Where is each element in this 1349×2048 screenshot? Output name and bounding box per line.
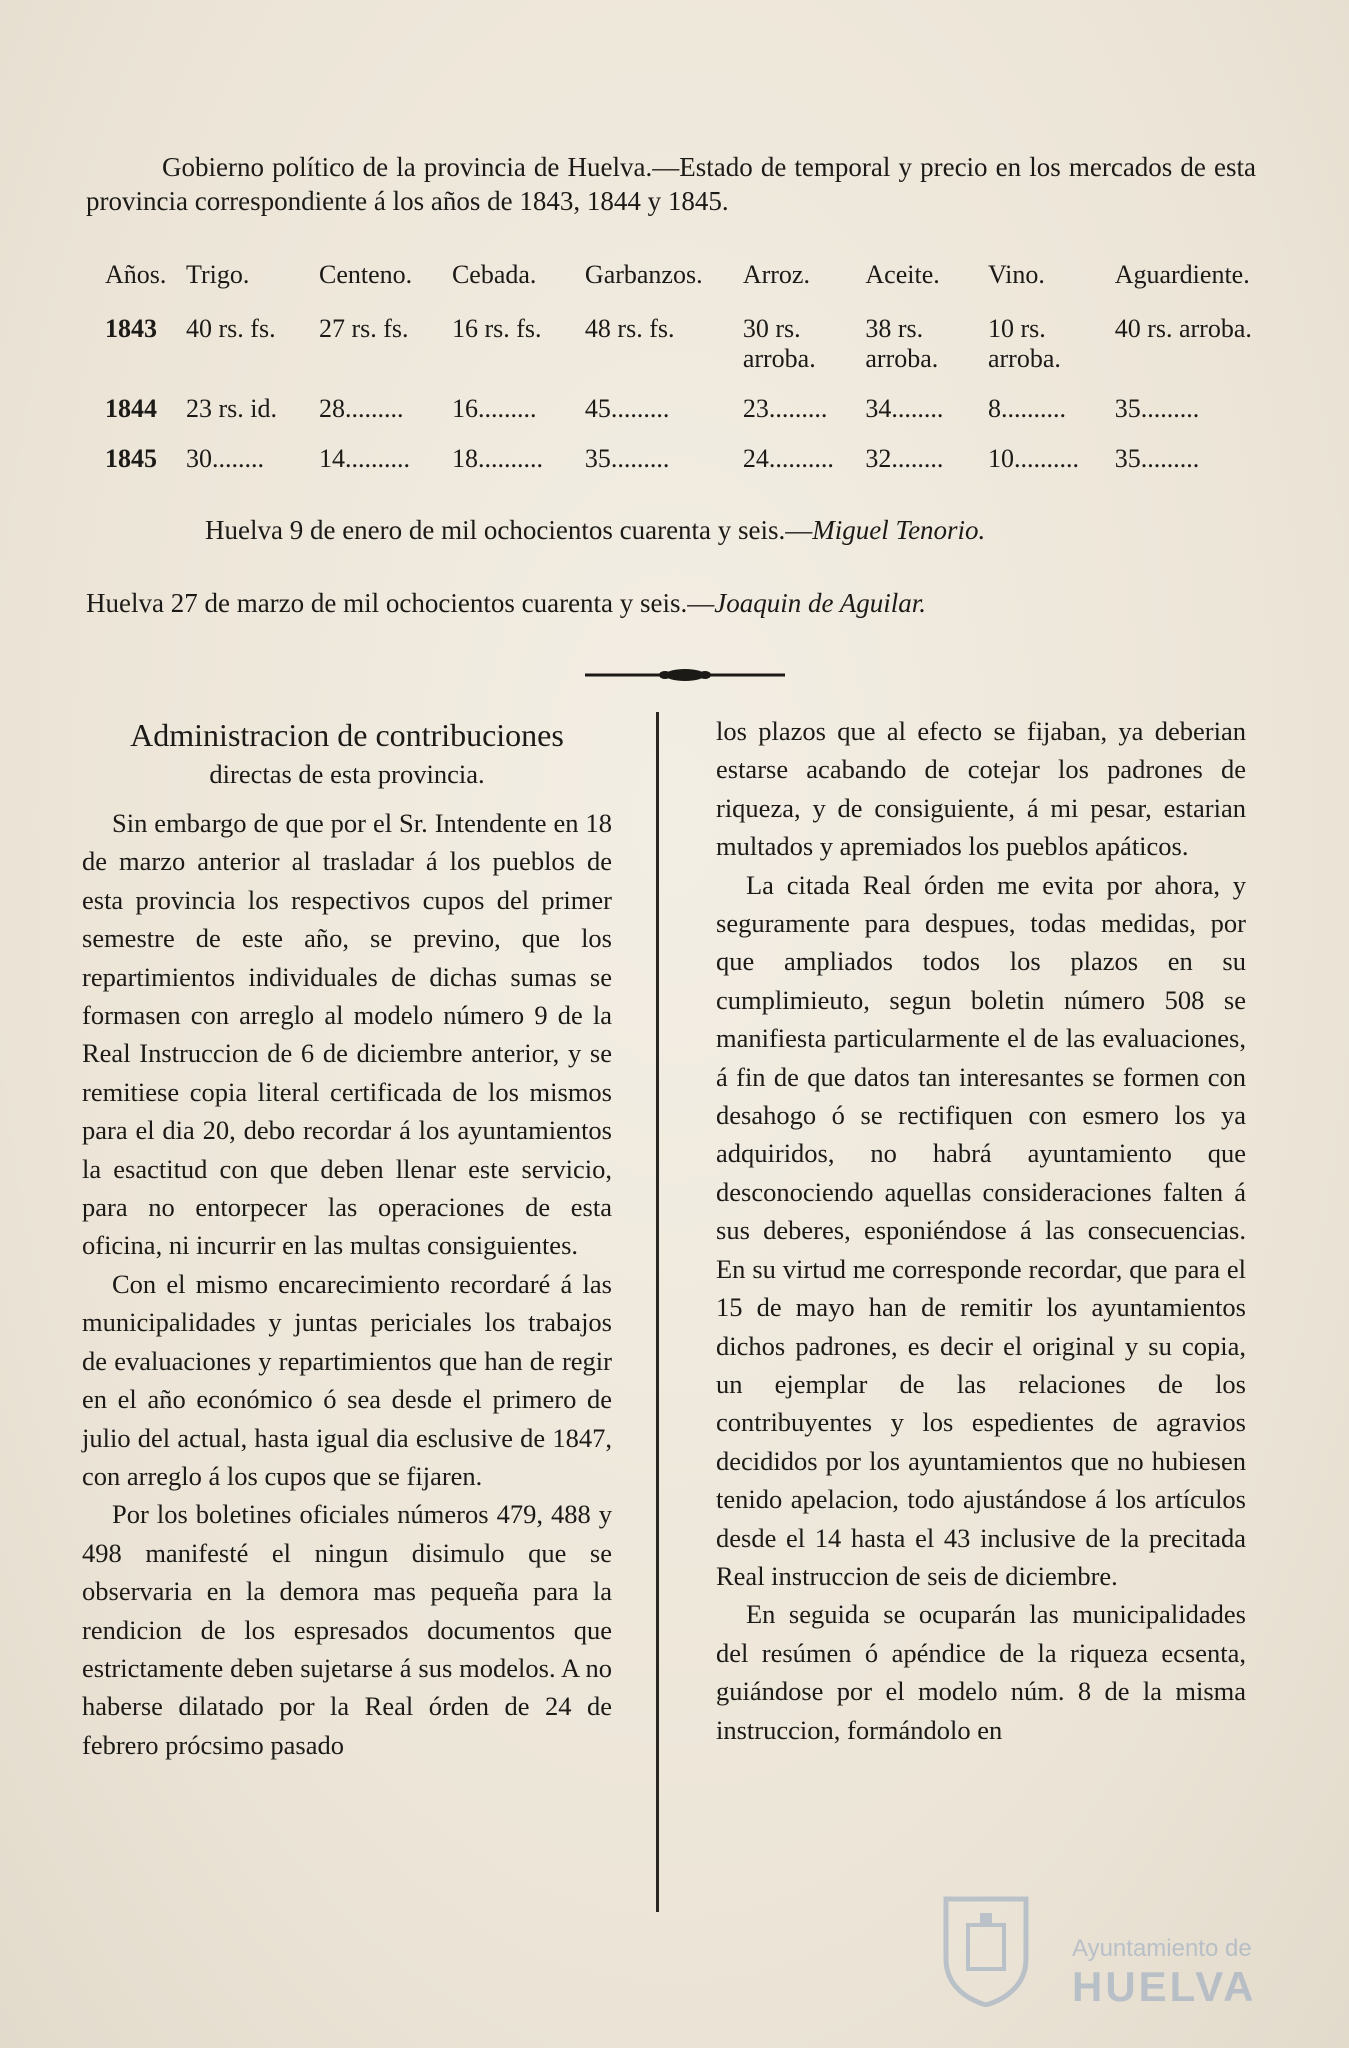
report-heading: Gobierno político de la provincia de Huelva.—Estado de temporal y precio en los mercados de esta provincia correspondiente á los años de 1843, 1844 y 1845. (86, 152, 1256, 216)
table-cell: 34........ (865, 394, 944, 423)
table-header-row (105, 260, 1255, 304)
city-shield-icon (940, 1895, 1032, 2007)
column-header: Garbanzos. (584, 260, 703, 289)
table-cell: 40 rs. arroba. (1114, 314, 1252, 343)
right-column (716, 712, 1246, 1749)
table-cell: 10 rs. arroba. (987, 314, 1061, 373)
signatory-name: Miguel Tenorio. (812, 515, 986, 545)
column-header: Años. (105, 260, 167, 289)
paragraph: los plazos que al efecto se fijaban, ya deberian estarse acabando de cotejar los padrones de riqueza, y de consiguiente, á mi pesar, estarian multados y apremiados los pueblos apáticos. (716, 716, 1246, 862)
table-cell: 27 rs. fs. (318, 314, 409, 343)
watermark (940, 1895, 1270, 2015)
table-cell: 35......... (1114, 444, 1200, 473)
table-row (105, 304, 1255, 384)
column-header: Arroz. (742, 260, 810, 289)
signature-text: Huelva 27 de marzo de mil ochocientos cuarenta y seis.— (86, 588, 715, 618)
table-cell: 10.......... (987, 444, 1079, 473)
price-table (105, 260, 1255, 484)
table-cell: 23......... (742, 394, 828, 423)
paragraph: Con el mismo encarecimiento recordaré á las municipalidades y juntas periciales los trabajos de evaluaciones y repartimientos que han de regir en el año económico ó sea desde el primero de julio del actual, hasta igual dia esclusive de 1847, con arreglo á los cupos que se fijaren. (82, 1268, 612, 1491)
table-cell: 35......... (1114, 394, 1200, 423)
table-cell: 18.......... (451, 444, 543, 473)
table-cell: 1844 (105, 394, 157, 423)
column-header: Cebada. (451, 260, 537, 289)
column-header: Centeno. (318, 260, 413, 289)
paragraph: Sin embargo de que por el Sr. Intendente en 18 de marzo anterior al trasladar á los pueblos de esta provincia los respectivos cupos del primer semestre de este año, se previno, que los repartimientos individuales de dichas sumas se formasen con arreglo al modelo número 9 de la Real Instruccion de 6 de diciembre anterior, y se remitiese copia literal certificada de los mismos para el dia 20, debo recordar á los ayuntamientos la esactitud con que deben llenar este servicio, para no entorpecer las operaciones de esta oficina, ni incurrir en las multas consiguientes. (82, 808, 612, 1261)
column-header: Vino. (987, 260, 1045, 289)
column-header: Aceite. (865, 260, 940, 289)
paragraph: La citada Real órden me evita por ahora, y seguramente para despues, todas medidas, por que ampliados todos los plazos en su cumplimieuto, segun boletin número 508 se manifiesta particularmente el de las evaluaciones, á fin de que datos tan interesantes se formen con desahogo ó se rectifiquen con esmero los ya adquiridos, no habrá ayuntamiento que desconociendo aquellas consideraciones falten á sus deberes, esponiéndose á las consecuencias. En su virtud me corresponde recordar, que para el 15 de mayo han de remitir los ayuntamientos dichos padrones, es decir el original y su copia, un ejemplar de las relaciones de los contribuyentes y los espedientes de agravios decididos por los ayuntamientos que no hubiesen tenido apelacion, todo ajustándose á los artículos desde el 14 hasta el 43 inclusive de la precitada Real instruccion de seis de diciembre. (716, 869, 1246, 1591)
column-header: Aguardiente. (1114, 260, 1250, 289)
table-cell: 35......... (584, 444, 670, 473)
table-cell: 16 rs. fs. (451, 314, 542, 343)
table-cell: 1843 (105, 314, 157, 343)
paragraph: En seguida se ocuparán las municipalidades del resúmen ó apéndice de la riqueza ecsenta, guiándose por el modelo núm. 8 de la misma instruccion, formándolo en (716, 1599, 1246, 1745)
section-title: Administracion de contribuciones (130, 717, 564, 753)
table-cell: 24.......... (742, 444, 834, 473)
signature-line (86, 588, 1256, 619)
section-subtitle: directas de esta provincia. (209, 759, 485, 789)
table-row (105, 434, 1255, 484)
table-cell: 8.......... (987, 394, 1066, 423)
table-cell: 30 rs. arroba. (742, 314, 816, 373)
table-cell: 16......... (451, 394, 537, 423)
table-cell: 23 rs. id. (186, 394, 278, 423)
ornament-divider-icon (585, 668, 785, 682)
table-cell: 40 rs. fs. (186, 314, 276, 343)
table-cell: 1845 (105, 444, 157, 473)
signature-text: Huelva 9 de enero de mil ochocientos cuarenta y seis.— (205, 515, 813, 545)
table-cell: 32........ (865, 444, 944, 473)
paragraph: Por los boletines oficiales números 479, 488 y 498 manifesté el ningun disimulo que se observaria en la demora mas pequeña para la rendicion de los espresados documentos que estrictamente deben sujetarse á sus modelos. A no haberse dilatado por la Real órden de 24 de febrero prócsimo pasado (82, 1499, 612, 1760)
table-cell: 14.......... (318, 444, 410, 473)
table-cell: 30........ (186, 444, 265, 473)
watermark-line: HUELVA (1072, 1963, 1257, 2010)
table-row (105, 384, 1255, 434)
signatory-name: Joaquin de Aguilar. (714, 588, 927, 618)
column-divider (656, 712, 659, 1912)
table-cell: 28......... (318, 394, 404, 423)
left-column (82, 712, 612, 1764)
signature-line (205, 515, 1245, 546)
watermark-line: Ayuntamiento de (1072, 1935, 1252, 1962)
column-header: Trigo. (186, 260, 250, 289)
table-cell: 38 rs. arroba. (865, 314, 939, 373)
table-cell: 48 rs. fs. (584, 314, 675, 343)
table-cell: 45......... (584, 394, 670, 423)
